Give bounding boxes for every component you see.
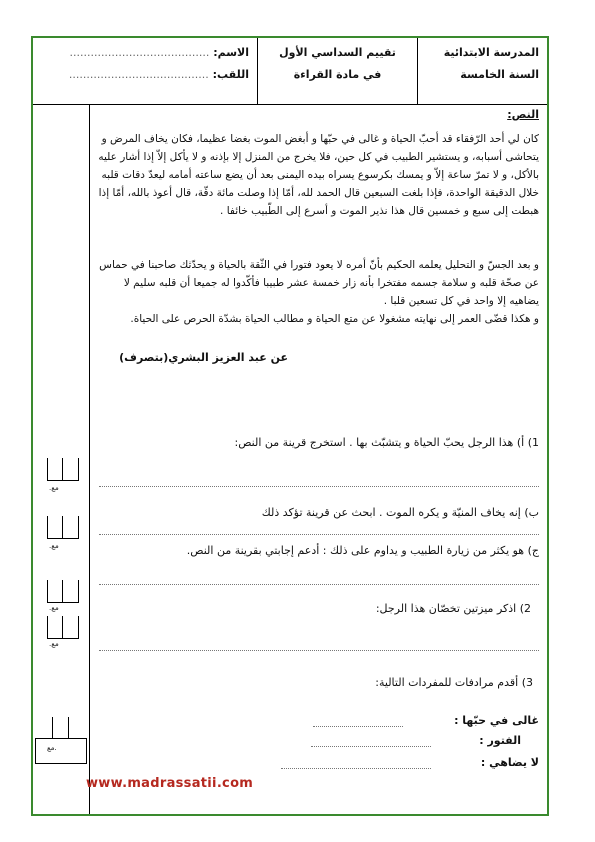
student-info xyxy=(33,38,257,104)
grade-label-q2: مع. xyxy=(49,640,59,648)
text-paragraph-2: و بعد الجسّ و التحليل يعلمه الحكيم بأنّ أمره لا يعود فتورا في الثّقة بالحياة و يحدّثك صاحبنا في حماس عن صحّة قلبه و سلامة جسمه مفتخرا بأنه زار خمسة عشر طبيبا فأكّدوا له جميعا أن قلبه سليم لا يضاهيه إلا واحد في كل تسعين قلبا . xyxy=(99,259,539,307)
grade-label-q1c: مع. xyxy=(49,604,59,612)
grade-box-q2[interactable] xyxy=(47,616,79,639)
exam-title xyxy=(257,38,417,104)
school-info xyxy=(417,38,547,104)
name-row xyxy=(33,42,249,64)
exam-header xyxy=(33,38,547,105)
vocab-word-1: غالى في حبّها : xyxy=(454,714,539,727)
answer-line-2[interactable] xyxy=(99,650,539,651)
vocab-answer-2[interactable] xyxy=(311,746,431,747)
text-heading: النص: xyxy=(507,108,539,121)
grade-label-q1b: مع. xyxy=(49,542,59,550)
question-1b: ب) إنه يخاف المنيّة و يكره الموت . ابحث عن قرينة تؤكد ذلك xyxy=(261,506,539,519)
surname-row xyxy=(33,64,249,86)
answer-line-1c[interactable] xyxy=(99,584,539,585)
vocab-word-3: لا يضاهي : xyxy=(480,756,539,769)
answer-line-1a[interactable] xyxy=(99,486,539,487)
grade-box-q1b[interactable] xyxy=(47,516,79,539)
question-3: 3) أقدم مرادفات للمفردات التالية: xyxy=(375,676,533,689)
surname-label: اللقب: xyxy=(212,68,249,81)
grade-box-q1a[interactable] xyxy=(47,458,79,481)
exam-title-line1: تقييم السداسي الأول xyxy=(279,46,396,59)
text-source: عن عبد العزيز البشري(بتصرف) xyxy=(119,351,288,364)
grading-column xyxy=(33,104,90,814)
grade-box-q3[interactable] xyxy=(35,738,87,764)
grade-label-q3: مع. xyxy=(47,744,57,752)
school-name: المدرسة الابتدائية xyxy=(443,46,539,59)
exam-page xyxy=(31,36,549,816)
vocab-answer-1[interactable] xyxy=(313,726,403,727)
text-paragraph-3: و هكذا قضّى العمر إلى نهايته مشغولا عن متع الحياة و مطالب الحياة بشدّة الحرص على الحياة. xyxy=(130,313,539,325)
vocab-word-2: الفتور : xyxy=(479,734,521,747)
grade-level: السنة الخامسة xyxy=(460,68,539,81)
watermark: www.madrassatii.com xyxy=(86,776,254,791)
exam-title-line2: في مادة القراءة xyxy=(293,68,382,81)
question-1c: ج) هو يكثر من زيارة الطبيب و يداوم على ذلك : أدعم إجابتي بقرينة من النص. xyxy=(186,544,539,557)
answer-line-1b[interactable] xyxy=(99,534,539,535)
question-1a: 1) أ) هذا الرجل يحبّ الحياة و يتشبّث بها . استخرج قرينة من النص: xyxy=(234,436,539,449)
text-paragraph-1: كان لي أحد الرّفقاء قد أحبّ الحياة و غالى في حبّها و أبغض الموت بغضا عظيما، فكان يخاف المرض و يتحاشى أسبابه، و يستشير الطبيب في كل حين، فلا يخرج من المنزل إلا بإذنه و لا يأكل إلاّ إذا أشار عليه بالأكل، و لا تمرّ ساعة إلاّ و يمسك بكرسوع يسراه بيده اليمنى بعد أن يضع ساعته أمامه ليعدّ دقات قلبه خلال الدقيقة الواحدة، فإذا بلغت السبعين قال الحمد لله، أمّا إذا وصلت مائة دقّة، قال أعوذ بالله، أمّا إذا هبطت إلى سبع و خمسين قال هذا نذير الموت و أسرع إلى الطّبيب خائفا . xyxy=(98,133,539,217)
surname-field[interactable]: ........................................ xyxy=(68,68,209,81)
name-label: الاسم: xyxy=(213,46,249,59)
name-field[interactable]: ........................................ xyxy=(69,46,210,59)
vocab-answer-3[interactable] xyxy=(281,768,431,769)
grade-box-q1c[interactable] xyxy=(47,580,79,603)
grade-label-q1a: مع. xyxy=(49,484,59,492)
question-2: 2) اذكر ميزتين تخصّان هذا الرجل: xyxy=(375,602,531,615)
